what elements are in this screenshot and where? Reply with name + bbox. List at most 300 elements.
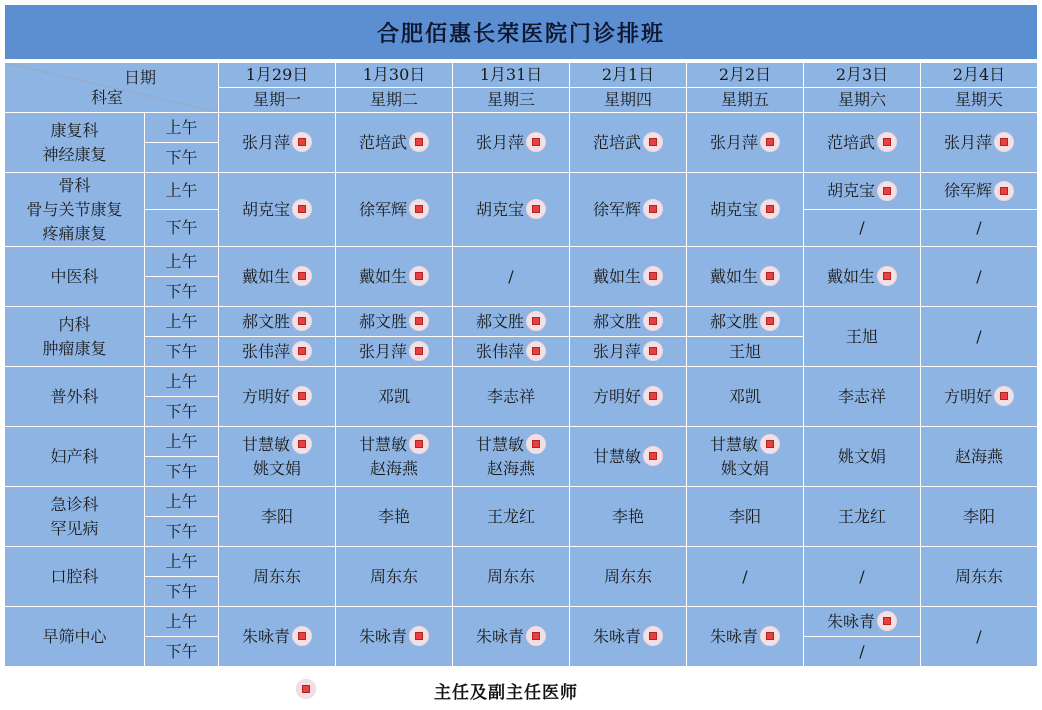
doctor-name: 戴如生 — [592, 266, 641, 286]
chief-physician-marker-icon — [292, 434, 312, 454]
schedule-cell-pm — [804, 210, 921, 247]
doctor-name: 郝文胜 — [709, 311, 758, 331]
dept-row-am — [5, 547, 1038, 577]
doctor-name: 甘慧敏 — [241, 434, 290, 454]
doctor-entry — [921, 565, 1037, 589]
schedule-cell-pm — [804, 637, 921, 667]
schedule-cell — [921, 307, 1038, 367]
doctor-name: 郝文胜 — [592, 311, 641, 331]
doctor-name: 邓凯 — [377, 386, 410, 406]
doctor-entry — [219, 565, 335, 589]
doctor-name: 姚文娟 — [720, 458, 769, 478]
doctor-entry — [453, 625, 569, 649]
schedule-cell-am — [804, 607, 921, 637]
schedule-cell — [219, 607, 336, 667]
doctor-entry — [687, 265, 803, 289]
doctor-name: / — [859, 641, 865, 661]
doctor-name: 李志祥 — [837, 386, 886, 406]
session-pm-label: 下午 — [145, 577, 219, 607]
corner-date-label: 日期 — [123, 68, 156, 87]
date-header: 2月1日 — [570, 63, 687, 88]
session-pm-label: 下午 — [145, 517, 219, 547]
doctor-name: 李艳 — [611, 506, 644, 526]
schedule-cell — [336, 547, 453, 607]
date-header: 1月29日 — [219, 63, 336, 88]
department-name-line: 内科 — [58, 314, 91, 334]
doctor-name: 张月萍 — [358, 341, 407, 361]
chief-physician-marker-icon — [292, 266, 312, 286]
session-am-label: 上午 — [145, 247, 219, 277]
weekday-header: 星期三 — [453, 88, 570, 113]
doctor-entry — [804, 610, 920, 634]
doctor-entry — [570, 131, 686, 155]
doctor-entry — [921, 445, 1037, 469]
doctor-entry — [336, 265, 452, 289]
doctor-entry — [453, 340, 569, 364]
chief-physician-marker-icon — [760, 434, 780, 454]
header-row-dates — [5, 63, 1038, 88]
chief-physician-marker-icon — [643, 311, 663, 331]
schedule-cell — [336, 113, 453, 173]
schedule-cell — [219, 547, 336, 607]
doctor-name: / — [508, 266, 514, 286]
doctor-entry — [687, 385, 803, 409]
weekday-header: 星期二 — [336, 88, 453, 113]
chief-physician-marker-icon — [994, 132, 1014, 152]
session-am-label: 上午 — [145, 547, 219, 577]
chief-physician-marker-icon — [526, 434, 546, 454]
chief-physician-marker-icon — [760, 266, 780, 286]
doctor-entry — [570, 265, 686, 289]
doctor-entry — [687, 505, 803, 529]
legend — [296, 676, 578, 704]
schedule-cell — [921, 607, 1038, 667]
schedule-cell — [219, 113, 336, 173]
doctor-entry — [804, 565, 920, 589]
chief-physician-marker-icon — [292, 199, 312, 219]
doctor-entry — [921, 131, 1037, 155]
doctor-name: 范培武 — [826, 132, 875, 152]
doctor-entry — [336, 565, 452, 589]
doctor-name: 方明好 — [943, 386, 992, 406]
department-name — [5, 367, 145, 427]
chief-physician-marker-icon — [760, 199, 780, 219]
chief-physician-marker-icon — [643, 266, 663, 286]
department-name-line: 骨科 — [58, 175, 91, 195]
doctor-name: 李阳 — [728, 506, 761, 526]
chief-physician-marker-icon — [409, 341, 429, 361]
session-pm-label: 下午 — [145, 337, 219, 367]
schedule-cell — [336, 367, 453, 427]
session-pm-label: 下午 — [145, 637, 219, 667]
doctor-name: 郝文胜 — [358, 311, 407, 331]
doctor-name: 甘慧敏 — [358, 434, 407, 454]
doctor-entry — [336, 505, 452, 529]
doctor-name: 王龙红 — [486, 506, 535, 526]
doctor-entry — [219, 625, 335, 649]
doctor-entry — [570, 385, 686, 409]
chief-physician-marker-icon — [526, 341, 546, 361]
doctor-name: 郝文胜 — [241, 311, 290, 331]
doctor-name: 赵海燕 — [369, 458, 418, 478]
doctor-entry — [336, 340, 452, 364]
schedule-cell — [336, 427, 453, 487]
schedule-cell — [219, 367, 336, 427]
doctor-name: / — [976, 326, 982, 346]
doctor-name: / — [976, 218, 982, 237]
doctor-entry — [219, 198, 335, 222]
doctor-entry — [570, 445, 686, 469]
doctor-entry — [921, 625, 1037, 649]
department-name — [5, 427, 145, 487]
doctor-entry — [687, 310, 803, 334]
doctor-entry — [687, 457, 803, 481]
chief-physician-marker-icon — [409, 626, 429, 646]
doctor-entry — [804, 179, 920, 203]
department-name-line: 骨与关节康复 — [26, 199, 123, 219]
doctor-name: 张伟萍 — [475, 341, 524, 361]
doctor-name: 朱咏青 — [358, 626, 407, 646]
schedule-cell — [687, 607, 804, 667]
schedule-cell-pm — [687, 337, 804, 367]
session-am-label: 上午 — [145, 607, 219, 637]
weekday-header: 星期六 — [804, 88, 921, 113]
department-name-line: 妇产科 — [50, 446, 99, 466]
weekday-header: 星期四 — [570, 88, 687, 113]
schedule-cell-pm — [453, 337, 570, 367]
chief-physician-marker-icon — [643, 132, 663, 152]
doctor-name: 朱咏青 — [592, 626, 641, 646]
session-pm-label: 下午 — [145, 277, 219, 307]
doctor-entry — [804, 325, 920, 349]
schedule-cell — [219, 173, 336, 247]
department-name-line: 早筛中心 — [42, 626, 107, 646]
doctor-entry — [570, 198, 686, 222]
page-title: 合肥佰惠长荣医院门诊排班 — [4, 4, 1038, 60]
department-name-line: 罕见病 — [50, 518, 99, 538]
chief-physician-marker-icon — [526, 199, 546, 219]
schedule-cell — [921, 367, 1038, 427]
chief-physician-marker-icon — [526, 626, 546, 646]
session-am-label: 上午 — [145, 113, 219, 143]
weekday-header: 星期五 — [687, 88, 804, 113]
department-name — [5, 487, 145, 547]
doctor-entry — [804, 505, 920, 529]
doctor-name: 张月萍 — [943, 132, 992, 152]
schedule-cell — [453, 607, 570, 667]
doctor-name: 张月萍 — [475, 132, 524, 152]
chief-physician-marker-icon — [643, 199, 663, 219]
doctor-name: 郝文胜 — [475, 311, 524, 331]
doctor-entry — [687, 340, 803, 364]
doctor-name: 姚文娟 — [837, 446, 886, 466]
schedule-cell — [804, 487, 921, 547]
doctor-name: 戴如生 — [709, 266, 758, 286]
schedule-cell — [687, 367, 804, 427]
doctor-name: 徐军辉 — [943, 181, 992, 200]
weekday-header: 星期一 — [219, 88, 336, 113]
doctor-name: 徐军辉 — [592, 199, 641, 219]
schedule-cell — [687, 247, 804, 307]
chief-physician-marker-icon — [292, 311, 312, 331]
schedule-cell — [570, 247, 687, 307]
doctor-name: 李艳 — [377, 506, 410, 526]
schedule-cell — [453, 113, 570, 173]
schedule-cell — [921, 427, 1038, 487]
schedule-cell-am — [453, 307, 570, 337]
doctor-entry — [219, 505, 335, 529]
doctor-entry — [804, 445, 920, 469]
dept-row-am — [5, 607, 1038, 637]
header-corner — [5, 63, 219, 113]
department-name — [5, 607, 145, 667]
doctor-name: 戴如生 — [358, 266, 407, 286]
schedule-cell — [570, 607, 687, 667]
doctor-entry — [219, 385, 335, 409]
doctor-entry — [921, 325, 1037, 349]
session-am-label: 上午 — [145, 307, 219, 337]
doctor-entry — [804, 385, 920, 409]
schedule-cell — [453, 547, 570, 607]
schedule-cell-am — [687, 307, 804, 337]
doctor-entry — [219, 310, 335, 334]
doctor-name: 赵海燕 — [486, 458, 535, 478]
schedule-cell — [219, 247, 336, 307]
schedule-cell — [453, 487, 570, 547]
schedule-cell — [804, 307, 921, 367]
doctor-entry — [336, 625, 452, 649]
doctor-entry — [453, 433, 569, 457]
chief-physician-marker-icon — [409, 132, 429, 152]
schedule-cell — [453, 427, 570, 487]
session-am-label: 上午 — [145, 487, 219, 517]
doctor-entry — [804, 640, 920, 664]
date-header: 1月30日 — [336, 63, 453, 88]
schedule-cell — [687, 173, 804, 247]
dept-row-am — [5, 173, 1038, 210]
schedule-cell — [804, 427, 921, 487]
schedule-cell — [453, 367, 570, 427]
date-header: 2月3日 — [804, 63, 921, 88]
doctor-entry — [570, 340, 686, 364]
doctor-entry — [336, 131, 452, 155]
doctor-entry — [687, 198, 803, 222]
doctor-name: 李志祥 — [486, 386, 535, 406]
doctor-name: 甘慧敏 — [709, 434, 758, 454]
doctor-entry — [687, 625, 803, 649]
doctor-entry — [804, 131, 920, 155]
schedule-cell — [336, 247, 453, 307]
schedule-cell — [921, 247, 1038, 307]
doctor-entry — [570, 310, 686, 334]
schedule-cell — [336, 607, 453, 667]
date-header: 2月4日 — [921, 63, 1038, 88]
chief-physician-marker-icon — [877, 611, 897, 631]
schedule-cell-pm — [219, 337, 336, 367]
chief-physician-marker-icon — [643, 341, 663, 361]
chief-physician-marker-icon — [292, 341, 312, 361]
doctor-entry — [921, 385, 1037, 409]
doctor-name: 周东东 — [603, 566, 652, 586]
doctor-entry — [453, 565, 569, 589]
doctor-name: 戴如生 — [241, 266, 290, 286]
schedule-cell — [570, 113, 687, 173]
schedule-cell — [570, 547, 687, 607]
doctor-name: 周东东 — [369, 566, 418, 586]
doctor-name: 胡克宝 — [241, 199, 290, 219]
doctor-name: 方明好 — [592, 386, 641, 406]
chief-physician-marker-icon — [292, 626, 312, 646]
schedule-cell-pm — [336, 337, 453, 367]
schedule-cell — [687, 113, 804, 173]
schedule-cell — [570, 173, 687, 247]
schedule-cell — [687, 487, 804, 547]
chief-physician-marker-icon — [877, 181, 897, 201]
schedule-cell — [453, 173, 570, 247]
doctor-entry — [921, 505, 1037, 529]
schedule-cell — [921, 113, 1038, 173]
department-name — [5, 173, 145, 247]
doctor-entry — [336, 198, 452, 222]
schedule-cell-am — [921, 173, 1038, 210]
doctor-name: 朱咏青 — [826, 611, 875, 631]
doctor-entry — [453, 310, 569, 334]
doctor-name: / — [859, 566, 865, 586]
chief-physician-marker-icon — [409, 434, 429, 454]
department-name-line: 中医科 — [50, 266, 99, 286]
doctor-entry — [570, 565, 686, 589]
doctor-entry — [219, 131, 335, 155]
department-name-line: 急诊科 — [50, 494, 99, 514]
chief-physician-marker-icon — [292, 386, 312, 406]
schedule-cell — [570, 487, 687, 547]
chief-physician-marker-icon — [760, 311, 780, 331]
doctor-entry — [453, 385, 569, 409]
doctor-name: 周东东 — [954, 566, 1003, 586]
dept-row-am — [5, 247, 1038, 277]
schedule-cell-am — [219, 307, 336, 337]
doctor-name: 甘慧敏 — [592, 446, 641, 466]
doctor-name: 胡克宝 — [826, 181, 875, 200]
schedule-cell — [336, 487, 453, 547]
doctor-name: 徐军辉 — [358, 199, 407, 219]
schedule-cell — [219, 487, 336, 547]
session-am-label: 上午 — [145, 173, 219, 210]
doctor-name: 李阳 — [260, 506, 293, 526]
doctor-name: 甘慧敏 — [475, 434, 524, 454]
doctor-entry — [453, 265, 569, 289]
doctor-entry — [336, 457, 452, 481]
schedule-cell — [687, 547, 804, 607]
doctor-entry — [336, 433, 452, 457]
chief-physician-marker-icon — [526, 311, 546, 331]
doctor-entry — [687, 565, 803, 589]
department-name-line: 康复科 — [50, 120, 99, 140]
department-name-line: 神经康复 — [42, 144, 107, 164]
doctor-name: 王旭 — [845, 326, 878, 346]
schedule-cell-pm — [921, 210, 1038, 247]
schedule-cell — [921, 487, 1038, 547]
doctor-name: / — [976, 266, 982, 286]
doctor-name: 范培武 — [358, 132, 407, 152]
doctor-name: 张月萍 — [709, 132, 758, 152]
doctor-name: 张月萍 — [241, 132, 290, 152]
doctor-name: 赵海燕 — [954, 446, 1003, 466]
doctor-entry — [570, 625, 686, 649]
doctor-name: 朱咏青 — [709, 626, 758, 646]
schedule-cell — [921, 547, 1038, 607]
doctor-name: / — [859, 218, 865, 237]
doctor-entry — [219, 433, 335, 457]
doctor-entry — [453, 457, 569, 481]
department-name — [5, 247, 145, 307]
doctor-entry — [687, 131, 803, 155]
doctor-name: 王龙红 — [837, 506, 886, 526]
doctor-name: / — [976, 626, 982, 646]
dept-row-am — [5, 427, 1038, 457]
dept-row-am — [5, 367, 1038, 397]
schedule-cell — [804, 247, 921, 307]
chief-physician-marker-icon — [292, 132, 312, 152]
weekday-header: 星期天 — [921, 88, 1038, 113]
corner-dept-label: 科室 — [91, 88, 124, 107]
session-am-label: 上午 — [145, 367, 219, 397]
schedule-cell — [336, 173, 453, 247]
schedule-cell-am — [336, 307, 453, 337]
doctor-entry — [219, 265, 335, 289]
doctor-name: / — [742, 566, 748, 586]
schedule-cell — [453, 247, 570, 307]
doctor-name: 周东东 — [252, 566, 301, 586]
doctor-entry — [804, 265, 920, 289]
session-pm-label: 下午 — [145, 210, 219, 247]
department-name-line: 疼痛康复 — [42, 223, 107, 243]
schedule-cell — [570, 367, 687, 427]
chief-physician-marker-icon — [994, 181, 1014, 201]
chief-physician-marker-icon — [296, 679, 316, 699]
doctor-entry — [921, 216, 1037, 240]
chief-physician-marker-icon — [409, 266, 429, 286]
dept-row-am — [5, 113, 1038, 143]
doctor-name: 戴如生 — [826, 266, 875, 286]
doctor-entry — [804, 216, 920, 240]
doctor-entry — [336, 385, 452, 409]
schedule-cell-am — [804, 173, 921, 210]
chief-physician-marker-icon — [877, 132, 897, 152]
schedule-cell — [570, 427, 687, 487]
schedule-cell-pm — [570, 337, 687, 367]
chief-physician-marker-icon — [409, 199, 429, 219]
schedule-cell — [804, 113, 921, 173]
doctor-name: 胡克宝 — [709, 199, 758, 219]
doctor-name: 邓凯 — [728, 386, 761, 406]
doctor-name: 王旭 — [728, 341, 761, 361]
department-name — [5, 113, 145, 173]
doctor-entry — [219, 340, 335, 364]
legend-label: 主任及副主任医师 — [434, 682, 578, 703]
chief-physician-marker-icon — [877, 266, 897, 286]
schedule-cell-am — [570, 307, 687, 337]
doctor-name: 张伟萍 — [241, 341, 290, 361]
session-pm-label: 下午 — [145, 397, 219, 427]
doctor-entry — [219, 457, 335, 481]
chief-physician-marker-icon — [643, 626, 663, 646]
department-name-line: 口腔科 — [50, 566, 99, 586]
department-name-line: 普外科 — [50, 386, 99, 406]
doctor-name: 朱咏青 — [475, 626, 524, 646]
doctor-entry — [570, 505, 686, 529]
doctor-entry — [453, 505, 569, 529]
